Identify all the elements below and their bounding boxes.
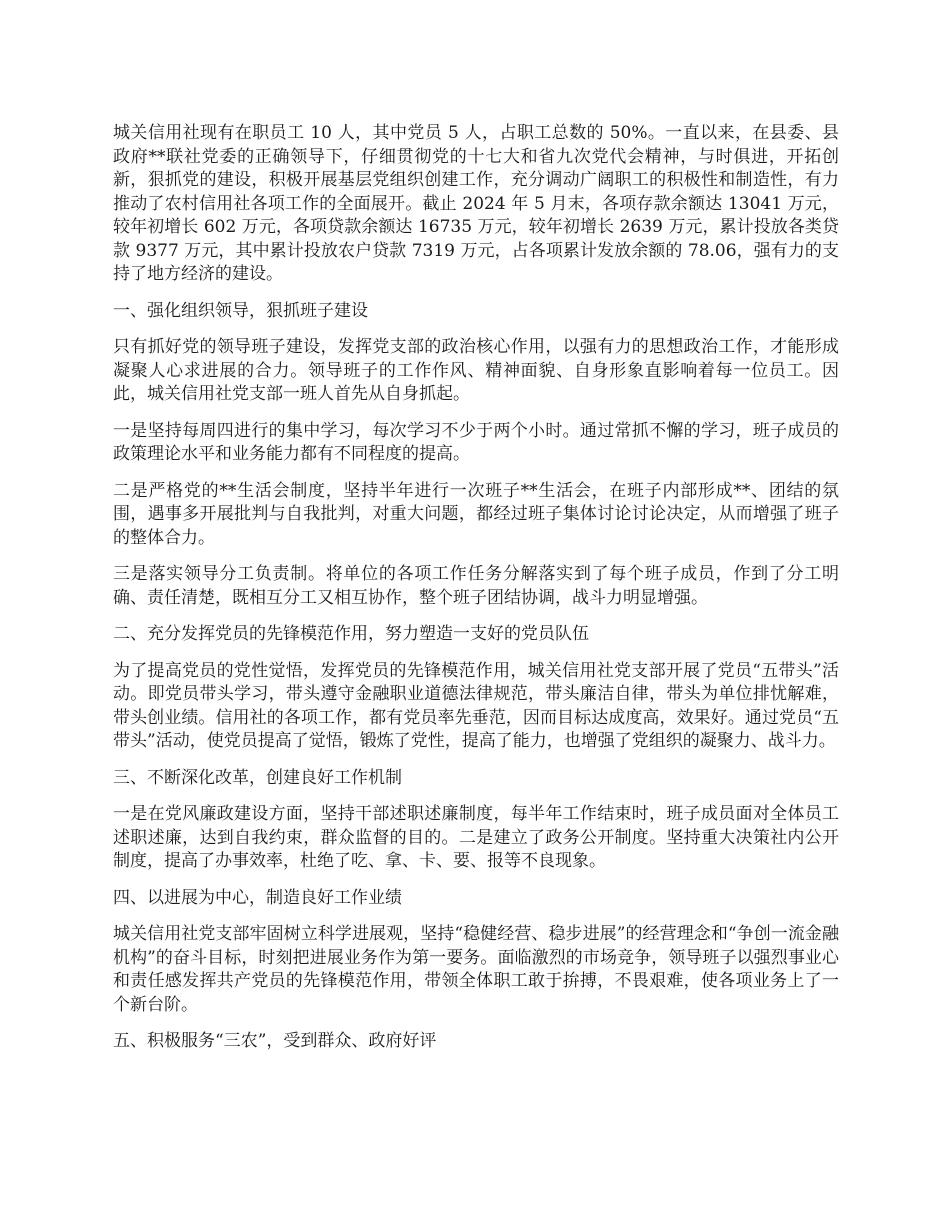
section-4-paragraph: 城关信用社党支部牢固树立科学进展观，坚持“稳健经营、稳步进展”的经营理念和“争创一流金融机构”的奋斗目标，时刻把进展业务作为第一要务。面临激烈的市场竞争，领导班子以强烈事业心和责任感发挥共产党员的先锋模范作用，带领全体职工敢于拚搏，不畏艰难，使各项业务上了一个新台阶。	[113, 924, 839, 1015]
document-page	[113, 122, 839, 1067]
intro-paragraph: 城关信用社现有在职员工 10 人，其中党员 5 人，占职工总数的 50%。一直以来，在县委、县政府**联社党委的正确领导下，仔细贯彻党的十七大和省九次党代会精神，与时俱进，开拓创新，狠抓党的建设，积极开展基层党组织创建工作，充分调动广阔职工的积极性和制造性，有力推动了农村信用社各项工作的全面展开。截止 2024 年 5 月末，各项存款余额达 13041 万元，较年初增长 602 万元，各项贷款余额达 16735 万元，较年初增长 2639 万元，累计投放各类贷款 9377 万元，其中累计投放农户贷款 7319 万元，占各项累计发放余额的 78.06，强有力的支持了地方经济的建设。	[113, 123, 839, 284]
section-1-point-1: 一是坚持每周四进行的集中学习，每次学习不少于两个小时。通过常抓不懈的学习，班子成员的政策理论水平和业务能力都有不同程度的提高。	[113, 420, 839, 464]
section-heading-2: 二、充分发挥党员的先锋模范作用，努力塑造一支好的党员队伍	[113, 624, 589, 644]
section-1-point-2: 二是严格党的**生活会制度，坚持半年进行一次班子**生活会，在班子内部形成**、团结的氛围，遇事多开展批判与自我批判，对重大问题，都经过班子集体讨论讨论决定，从而增强了班子的整体合力。	[113, 480, 839, 548]
section-1-paragraph: 只有抓好党的领导班子建设，发挥党支部的政治核心作用，以强有力的思想政治工作，才能形成凝聚人心求进展的合力。领导班子的工作作风、精神面貌、自身形象直影响着每一位员工。因此，城关信用社党支部一班人首先从自身抓起。	[113, 337, 839, 404]
section-1-point-3: 三是落实领导分工负责制。将单位的各项工作任务分解落实到了每个班子成员，作到了分工明确、责任清楚，既相互分工又相互协作，整个班子团结协调，战斗力明显增强。	[113, 564, 839, 608]
section-heading-5: 五、积极服务“三农”，受到群众、政府好评	[113, 1031, 437, 1051]
section-2-paragraph: 为了提高党员的党性觉悟，发挥党员的先锋模范作用，城关信用社党支部开展了党员“五带头”活动。即党员带头学习，带头遵守金融职业道德法律规范，带头廉洁自律，带头为单位排忧解难，带头创业绩。信用社的各项工作，都有党员率先垂范，因而目标达成度高，效果好。通过党员“五带头”活动，使党员提高了觉悟，锻炼了党性，提高了能力，也增强了党组织的凝聚力、战斗力。	[113, 660, 839, 751]
section-heading-3: 三、不断深化改革，创建良好工作机制	[113, 767, 402, 788]
section-3-paragraph: 一是在党风廉政建设方面，坚持干部述职述廉制度，每半年工作结束时，班子成员面对全体员工述职述廉，达到自我约束，群众监督的目的。二是建立了政务公开制度。坚持重大决策社内公开制度，提高了办事效率，杜绝了吃、拿、卡、要、报等不良现象。	[113, 804, 839, 871]
section-heading-1: 一、强化组织领导，狠抓班子建设	[113, 300, 368, 321]
section-heading-4: 四、以进展为中心，制造良好工作业绩	[113, 887, 402, 908]
